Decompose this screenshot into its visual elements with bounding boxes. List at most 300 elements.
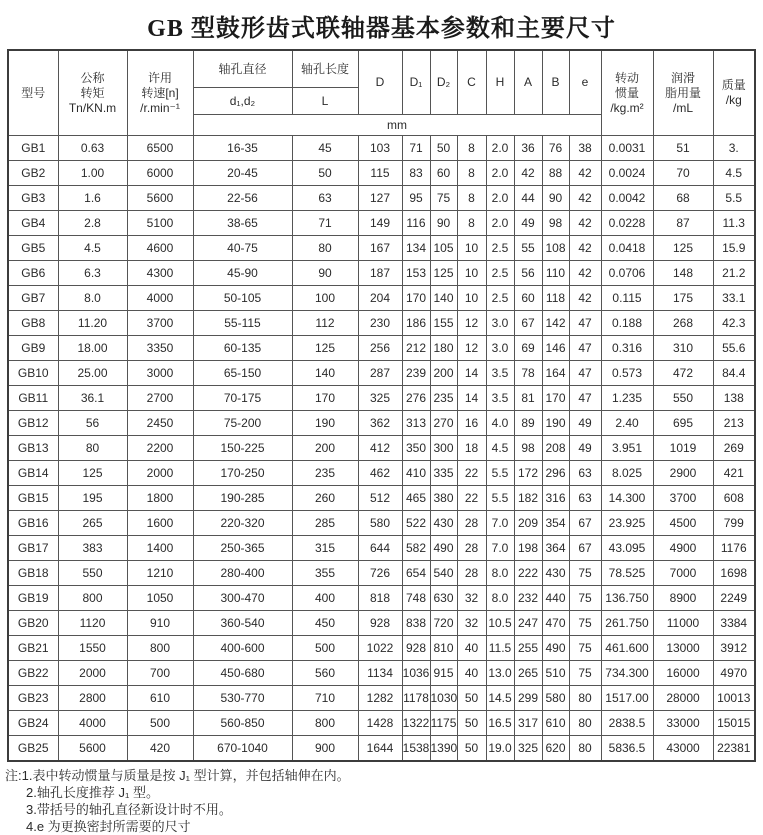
table-cell: 50 xyxy=(430,136,457,161)
table-cell: 33.1 xyxy=(713,286,755,311)
table-cell: 530-770 xyxy=(193,686,292,711)
table-cell: 380 xyxy=(430,486,457,511)
table-row xyxy=(8,486,755,511)
table-cell: 550 xyxy=(653,386,713,411)
page-title: GB 型鼓形齿式联轴器基本参数和主要尺寸 xyxy=(147,16,616,42)
note-line-3: 3.带括号的轴孔直径新设计时不用。 xyxy=(26,802,232,817)
table-cell: 56 xyxy=(514,261,542,286)
col-header-dim-B: B xyxy=(542,50,569,115)
table-cell: 10.5 xyxy=(486,611,514,636)
table-cell: 8 xyxy=(457,136,486,161)
table-cell: 3.0 xyxy=(486,311,514,336)
table-cell: 4900 xyxy=(653,536,713,561)
table-cell: 350 xyxy=(402,436,430,461)
table-cell: 420 xyxy=(127,736,193,762)
col-header-dim-D1: D₁ xyxy=(402,50,430,115)
col-header-mass: 质量 /kg xyxy=(713,50,755,136)
table-cell: 255 xyxy=(514,636,542,661)
table-cell: 362 xyxy=(358,411,402,436)
table-cell: 0.0031 xyxy=(601,136,653,161)
table-cell: 16 xyxy=(457,411,486,436)
table-cell: 15015 xyxy=(713,711,755,736)
table-cell: 5600 xyxy=(58,736,127,762)
table-cell: 287 xyxy=(358,361,402,386)
table-cell: 1550 xyxy=(58,636,127,661)
table-row xyxy=(8,711,755,736)
table-cell: 19.0 xyxy=(486,736,514,762)
table-cell: 148 xyxy=(653,261,713,286)
table-cell: 89 xyxy=(514,411,542,436)
table-cell: 50 xyxy=(457,686,486,711)
table-cell: 1390 xyxy=(430,736,457,762)
table-cell: 325 xyxy=(358,386,402,411)
table-cell: 204 xyxy=(358,286,402,311)
table-cell: 78 xyxy=(514,361,542,386)
notes xyxy=(5,767,763,835)
table-cell: 4.5 xyxy=(713,161,755,186)
table-cell: GB7 xyxy=(8,286,58,311)
table-cell: 239 xyxy=(402,361,430,386)
table-cell: 2.5 xyxy=(486,236,514,261)
table-cell: GB9 xyxy=(8,336,58,361)
table-cell: 522 xyxy=(402,511,430,536)
table-cell: 81 xyxy=(514,386,542,411)
table-cell: 164 xyxy=(542,361,569,386)
col-header-torque: 公称 转矩 Tn/KN.m xyxy=(58,50,127,136)
table-cell: 212 xyxy=(402,336,430,361)
table-cell: 14 xyxy=(457,386,486,411)
table-cell: 88 xyxy=(542,161,569,186)
table-cell: 1282 xyxy=(358,686,402,711)
table-cell: 2.0 xyxy=(486,186,514,211)
table-cell: 7.0 xyxy=(486,511,514,536)
table-cell: 1.235 xyxy=(601,386,653,411)
col-header-bore-length: L xyxy=(292,88,358,115)
table-cell: GB15 xyxy=(8,486,58,511)
table-cell: 84.4 xyxy=(713,361,755,386)
table-cell: 170 xyxy=(542,386,569,411)
table-cell: GB16 xyxy=(8,511,58,536)
table-cell: 0.573 xyxy=(601,361,653,386)
table-row xyxy=(8,411,755,436)
table-cell: 4600 xyxy=(127,236,193,261)
table-cell: 118 xyxy=(542,286,569,311)
table-cell: 40-75 xyxy=(193,236,292,261)
table-cell: 45 xyxy=(292,136,358,161)
table-cell: GB8 xyxy=(8,311,58,336)
table-cell: 55 xyxy=(514,236,542,261)
table-cell: 18 xyxy=(457,436,486,461)
table-cell: 50 xyxy=(292,161,358,186)
col-header-dim-e: e xyxy=(569,50,601,115)
table-cell: 146 xyxy=(542,336,569,361)
table-cell: 3384 xyxy=(713,611,755,636)
table-cell: 8.0 xyxy=(486,586,514,611)
table-cell: 103 xyxy=(358,136,402,161)
table-row xyxy=(8,586,755,611)
table-cell: 1538 xyxy=(402,736,430,762)
table-cell: 190-285 xyxy=(193,486,292,511)
table-cell: 63 xyxy=(292,186,358,211)
table-cell: 125 xyxy=(58,461,127,486)
table-cell: 14 xyxy=(457,361,486,386)
table-cell: 296 xyxy=(542,461,569,486)
table-cell: 175 xyxy=(653,286,713,311)
table-cell: 3. xyxy=(713,136,755,161)
table-cell: 70 xyxy=(653,161,713,186)
table-cell: 222 xyxy=(514,561,542,586)
table-cell: 610 xyxy=(542,711,569,736)
table-cell: 1175 xyxy=(430,711,457,736)
table-cell: 43000 xyxy=(653,736,713,762)
table-cell: 510 xyxy=(542,661,569,686)
table-cell: 4000 xyxy=(127,286,193,311)
table-cell: 1517.00 xyxy=(601,686,653,711)
table-cell: 75 xyxy=(430,186,457,211)
table-cell: 2249 xyxy=(713,586,755,611)
col-header-grease: 润滑 脂用量 /mL xyxy=(653,50,713,136)
col-header-bore-diameter: d₁,d₂ xyxy=(193,88,292,115)
table-cell: 155 xyxy=(430,311,457,336)
table-cell: 42 xyxy=(569,261,601,286)
table-cell: 2.0 xyxy=(486,161,514,186)
table-cell: 98 xyxy=(514,436,542,461)
table-row xyxy=(8,336,755,361)
table-cell: GB22 xyxy=(8,661,58,686)
table-cell: 80 xyxy=(569,736,601,762)
table-cell: 2000 xyxy=(58,661,127,686)
col-header-bore-diameter-group: 轴孔直径 xyxy=(193,50,292,88)
table-cell: 200 xyxy=(430,361,457,386)
col-header-bore-length-group: 轴孔长度 xyxy=(292,50,358,88)
table-cell: 710 xyxy=(292,686,358,711)
table-cell: 8 xyxy=(457,211,486,236)
table-cell: 49 xyxy=(514,211,542,236)
table-cell: 25.00 xyxy=(58,361,127,386)
table-cell: 55.6 xyxy=(713,336,755,361)
table-cell: 142 xyxy=(542,311,569,336)
table-cell: 512 xyxy=(358,486,402,511)
table-cell: 250-365 xyxy=(193,536,292,561)
table-cell: 630 xyxy=(430,586,457,611)
table-cell: 75 xyxy=(569,636,601,661)
table-body xyxy=(8,136,755,762)
table-cell: 44 xyxy=(514,186,542,211)
note-line-1: 注:1.表中转动惯量与质量是按 J₁ 型计算，并包括轴伸在内。 xyxy=(5,768,350,783)
table-cell: 1050 xyxy=(127,586,193,611)
table-cell: 3.5 xyxy=(486,386,514,411)
table-cell: 12 xyxy=(457,336,486,361)
table-cell: 138 xyxy=(713,386,755,411)
table-cell: 11.3 xyxy=(713,211,755,236)
table-cell: 170 xyxy=(402,286,430,311)
table-cell: 2800 xyxy=(58,686,127,711)
table-cell: 1120 xyxy=(58,611,127,636)
table-cell: 6.3 xyxy=(58,261,127,286)
table-cell: 0.0418 xyxy=(601,236,653,261)
table-cell: 55-115 xyxy=(193,311,292,336)
table-cell: 560-850 xyxy=(193,711,292,736)
table-cell: 2838.5 xyxy=(601,711,653,736)
table-row xyxy=(8,661,755,686)
table-cell: 75 xyxy=(569,661,601,686)
table-cell: 299 xyxy=(514,686,542,711)
table-cell: 2.0 xyxy=(486,211,514,236)
table-cell: 125 xyxy=(292,336,358,361)
table-cell: 90 xyxy=(430,211,457,236)
table-cell: 42 xyxy=(569,211,601,236)
table-row xyxy=(8,211,755,236)
table-cell: 140 xyxy=(430,286,457,311)
table-cell: 22-56 xyxy=(193,186,292,211)
table-cell: 3.5 xyxy=(486,361,514,386)
table-cell: 51 xyxy=(653,136,713,161)
table-cell: 4300 xyxy=(127,261,193,286)
table-cell: 60 xyxy=(430,161,457,186)
table-cell: 1400 xyxy=(127,536,193,561)
table-cell: 112 xyxy=(292,311,358,336)
table-cell: 16.5 xyxy=(486,711,514,736)
table-cell: 490 xyxy=(430,536,457,561)
table-cell: 100 xyxy=(292,286,358,311)
table-cell: 235 xyxy=(430,386,457,411)
table-cell: 13000 xyxy=(653,636,713,661)
table-cell: 40 xyxy=(457,661,486,686)
table-cell: 32 xyxy=(457,586,486,611)
table-cell: 167 xyxy=(358,236,402,261)
table-cell: 4.0 xyxy=(486,411,514,436)
table-row xyxy=(8,686,755,711)
table-cell: 4970 xyxy=(713,661,755,686)
table-cell: 7.0 xyxy=(486,536,514,561)
table-cell: 800 xyxy=(292,711,358,736)
col-header-inertia: 转动 惯量 /kg.m² xyxy=(601,50,653,136)
table-cell: 8 xyxy=(457,161,486,186)
table-cell: 1176 xyxy=(713,536,755,561)
table-cell: 67 xyxy=(569,536,601,561)
table-row xyxy=(8,561,755,586)
table-cell: 310 xyxy=(653,336,713,361)
table-cell: 818 xyxy=(358,586,402,611)
table-cell: 190 xyxy=(542,411,569,436)
table-cell: 0.188 xyxy=(601,311,653,336)
table-cell: 8.025 xyxy=(601,461,653,486)
table-cell: 2000 xyxy=(127,461,193,486)
table-cell: GB6 xyxy=(8,261,58,286)
table-cell: 355 xyxy=(292,561,358,586)
table-cell: 800 xyxy=(58,586,127,611)
table-cell: 0.316 xyxy=(601,336,653,361)
table-cell: GB10 xyxy=(8,361,58,386)
table-cell: 80 xyxy=(292,236,358,261)
table-cell: 22381 xyxy=(713,736,755,762)
table-cell: 620 xyxy=(542,736,569,762)
table-cell: 8900 xyxy=(653,586,713,611)
table-row xyxy=(8,536,755,561)
table-cell: 235 xyxy=(292,461,358,486)
table-cell: 4.5 xyxy=(486,436,514,461)
table-cell: 95 xyxy=(402,186,430,211)
table-cell: 8.0 xyxy=(486,561,514,586)
table-cell: 180 xyxy=(430,336,457,361)
table-cell: 608 xyxy=(713,486,755,511)
table-cell: 325 xyxy=(514,736,542,762)
table-cell: 16000 xyxy=(653,661,713,686)
table-cell: 76 xyxy=(542,136,569,161)
table-cell: 285 xyxy=(292,511,358,536)
table-cell: 75 xyxy=(569,611,601,636)
table-cell: GB18 xyxy=(8,561,58,586)
table-cell: GB1 xyxy=(8,136,58,161)
coupling-parameters-table xyxy=(7,49,756,762)
table-cell: 1644 xyxy=(358,736,402,762)
table-cell: 67 xyxy=(514,311,542,336)
table-cell: 50 xyxy=(457,736,486,762)
table-cell: 720 xyxy=(430,611,457,636)
table-row xyxy=(8,236,755,261)
table-cell: 1.00 xyxy=(58,161,127,186)
table-cell: GB3 xyxy=(8,186,58,211)
table-cell: GB24 xyxy=(8,711,58,736)
table-cell: 1019 xyxy=(653,436,713,461)
table-cell: 3912 xyxy=(713,636,755,661)
table-cell: 256 xyxy=(358,336,402,361)
table-cell: 276 xyxy=(402,386,430,411)
table-cell: 430 xyxy=(430,511,457,536)
table-header xyxy=(8,50,755,136)
table-cell: 80 xyxy=(569,686,601,711)
table-cell: 3000 xyxy=(127,361,193,386)
table-cell: 247 xyxy=(514,611,542,636)
table-cell: 2200 xyxy=(127,436,193,461)
note-line-2: 2.轴孔长度推荐 J₁ 型。 xyxy=(26,785,159,800)
table-cell: 140 xyxy=(292,361,358,386)
table-cell: 3.0 xyxy=(486,336,514,361)
table-cell: 412 xyxy=(358,436,402,461)
table-cell: 5.5 xyxy=(486,461,514,486)
table-cell: 190 xyxy=(292,411,358,436)
table-cell: 2.5 xyxy=(486,286,514,311)
table-cell: GB25 xyxy=(8,736,58,762)
table-cell: 56 xyxy=(58,411,127,436)
table-cell: 670-1040 xyxy=(193,736,292,762)
table-cell: 1698 xyxy=(713,561,755,586)
table-cell: 11000 xyxy=(653,611,713,636)
table-cell: 50-105 xyxy=(193,286,292,311)
table-cell: 20-45 xyxy=(193,161,292,186)
table-cell: 36.1 xyxy=(58,386,127,411)
table-cell: 153 xyxy=(402,261,430,286)
table-cell: 354 xyxy=(542,511,569,536)
table-cell: 186 xyxy=(402,311,430,336)
table-cell: 734.300 xyxy=(601,661,653,686)
table-cell: 490 xyxy=(542,636,569,661)
table-cell: 90 xyxy=(292,261,358,286)
table-row xyxy=(8,611,755,636)
table-cell: 47 xyxy=(569,386,601,411)
table-cell: 1322 xyxy=(402,711,430,736)
table-cell: 748 xyxy=(402,586,430,611)
table-cell: GB4 xyxy=(8,211,58,236)
table-cell: 6000 xyxy=(127,161,193,186)
table-cell: 470 xyxy=(542,611,569,636)
table-cell: 799 xyxy=(713,511,755,536)
table-cell: 900 xyxy=(292,736,358,762)
table-cell: 209 xyxy=(514,511,542,536)
table-cell: 87 xyxy=(653,211,713,236)
table-cell: 4000 xyxy=(58,711,127,736)
table-cell: 4.5 xyxy=(58,236,127,261)
table-row xyxy=(8,461,755,486)
table-cell: 1036 xyxy=(402,661,430,686)
table-cell: 1030 xyxy=(430,686,457,711)
table-cell: 65-150 xyxy=(193,361,292,386)
table-cell: 10 xyxy=(457,286,486,311)
table-cell: 2.5 xyxy=(486,261,514,286)
table-cell: 700 xyxy=(127,661,193,686)
table-cell: 83 xyxy=(402,161,430,186)
table-row xyxy=(8,361,755,386)
table-cell: GB5 xyxy=(8,236,58,261)
table-cell: 80 xyxy=(569,711,601,736)
table-cell: 335 xyxy=(430,461,457,486)
table-cell: 269 xyxy=(713,436,755,461)
table-cell: 71 xyxy=(292,211,358,236)
table-cell: 22 xyxy=(457,486,486,511)
table-cell: 11.5 xyxy=(486,636,514,661)
table-cell: 440 xyxy=(542,586,569,611)
table-cell: 421 xyxy=(713,461,755,486)
table-cell: 450-680 xyxy=(193,661,292,686)
table-cell: 75 xyxy=(569,586,601,611)
table-cell: 110 xyxy=(542,261,569,286)
table-cell: 261.750 xyxy=(601,611,653,636)
table-cell: 71 xyxy=(402,136,430,161)
table-cell: 280-400 xyxy=(193,561,292,586)
table-cell: 32 xyxy=(457,611,486,636)
table-cell: 8 xyxy=(457,186,486,211)
table-cell: 36 xyxy=(514,136,542,161)
table-row xyxy=(8,436,755,461)
table-cell: 360-540 xyxy=(193,611,292,636)
table-cell: 2900 xyxy=(653,461,713,486)
table-cell: 70-175 xyxy=(193,386,292,411)
table-cell: 43.095 xyxy=(601,536,653,561)
col-header-dim-A: A xyxy=(514,50,542,115)
table-cell: 300 xyxy=(430,436,457,461)
table-cell: 80 xyxy=(58,436,127,461)
table-cell: 127 xyxy=(358,186,402,211)
unit-row-mm: mm xyxy=(193,115,601,136)
table-cell: 63 xyxy=(569,461,601,486)
table-cell: 47 xyxy=(569,311,601,336)
table-cell: 3350 xyxy=(127,336,193,361)
table-cell: 2.8 xyxy=(58,211,127,236)
table-cell: 60 xyxy=(514,286,542,311)
table-cell: 21.2 xyxy=(713,261,755,286)
table-cell: 63 xyxy=(569,486,601,511)
table-cell: 187 xyxy=(358,261,402,286)
table-cell: 28 xyxy=(457,561,486,586)
table-cell: 47 xyxy=(569,336,601,361)
table-row xyxy=(8,136,755,161)
table-cell: 5836.5 xyxy=(601,736,653,762)
table-cell: 69 xyxy=(514,336,542,361)
table-cell: 0.0706 xyxy=(601,261,653,286)
table-cell: 49 xyxy=(569,411,601,436)
table-cell: 232 xyxy=(514,586,542,611)
table-cell: GB14 xyxy=(8,461,58,486)
